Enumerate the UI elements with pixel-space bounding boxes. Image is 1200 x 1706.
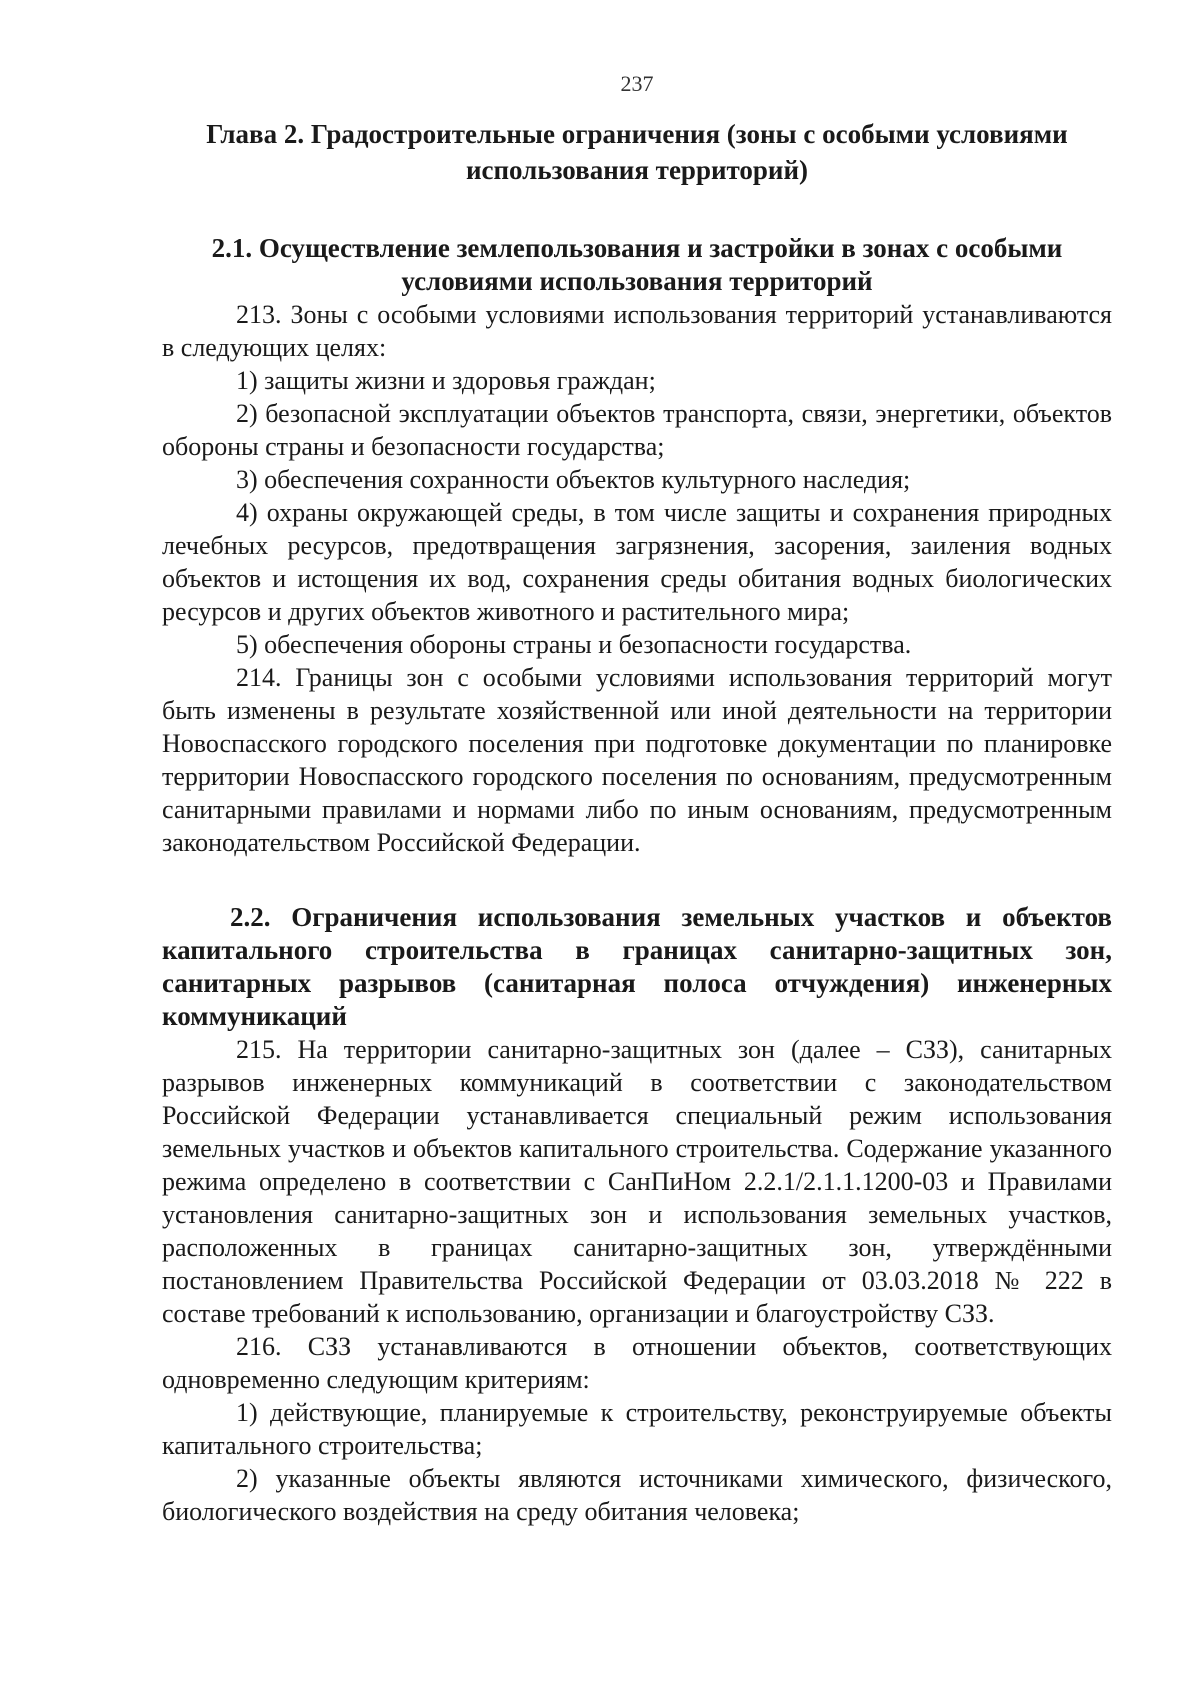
- list-item-213-5: 5) обеспечения обороны страны и безопасности государства.: [236, 630, 912, 659]
- list-item-213-2: 2) безопасной эксплуатации объектов транспорта, связи, энергетики, объектов обороны страны и безопасности государства;: [162, 399, 1112, 461]
- list-item-213-4: 4) охраны окружающей среды, в том числе защиты и сохранения природных лечебных ресурсов, предотвращения загрязнения, засорения, заиления водных объектов и истощения их вод, сохранения среды обитания водных биологических ресурсов и других объектов животного и растительного мира;: [162, 498, 1112, 626]
- paragraph-214: 214. Границы зон с особыми условиями использования территорий могут быть изменены в результате хозяйственной или иной деятельности на территории Новоспасского городского поселения при подготовке документации по планировке территории Новоспасского городского поселения по основаниям, предусмотренным санитарными правилами и нормами либо по иным основаниям, предусмотренным законодательством Российской Федерации.: [162, 663, 1112, 857]
- section-title-2-2: 2.2. Ограничения использования земельных участков и объектов капитального строительства в границах санитарно-защитных зон, санитарных разрывов (санитарная полоса отчуждения) инженерных коммуникаций: [162, 902, 1112, 1031]
- paragraph-216: 216. СЗЗ устанавливаются в отношении объектов, соответствующих одновременно следующим критериям:: [162, 1332, 1112, 1394]
- paragraph-215: 215. На территории санитарно-защитных зон (далее – СЗЗ), санитарных разрывов инженерных коммуникаций в соответствии с законодательством Российской Федерации устанавливается специальный режим использования земельных участков и объектов капитального строительства. Содержание указанного режима определено в соответствии с СанПиНом 2.2.1/2.1.1.1200-03 и Правилами установления санитарно-защитных зон и использования земельных участков, расположенных в границах санитарно-защитных зон, утверждёнными постановлением Правительства Российской Федерации от 03.03.2018 № 222 в составе требований к использованию, организации и благоустройству СЗЗ.: [162, 1035, 1112, 1328]
- list-item-213-1: 1) защиты жизни и здоровья граждан;: [236, 366, 656, 395]
- chapter-title: Глава 2. Градостроительные ограничения (зоны с особыми условиями использования территорий): [206, 119, 1068, 185]
- list-item-216-1: 1) действующие, планируемые к строительству, реконструируемые объекты капитального строительства;: [162, 1398, 1112, 1460]
- section-title-2-1: 2.1. Осуществление землепользования и застройки в зонах с особыми условиями использования территорий: [211, 233, 1063, 296]
- paragraph-213: 213. Зоны с особыми условиями использования территорий устанавливаются в следующих целях:: [162, 300, 1112, 362]
- document-page: [162, 70, 1112, 1528]
- section-spacer: [162, 859, 1112, 901]
- list-item-216-2: 2) указанные объекты являются источниками химического, физического, биологического воздействия на среду обитания человека;: [162, 1464, 1112, 1526]
- list-item-213-3: 3) обеспечения сохранности объектов культурного наследия;: [236, 465, 911, 494]
- page-number: 237: [620, 71, 654, 96]
